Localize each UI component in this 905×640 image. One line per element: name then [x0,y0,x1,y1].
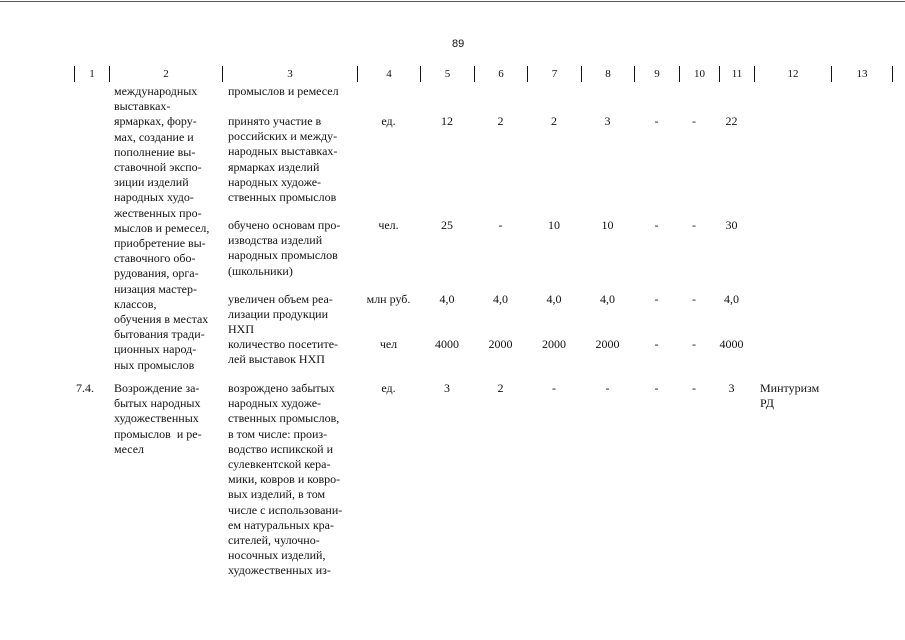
value-col5: 4,0 [439,292,455,306]
value-col7: 4,0 [546,292,562,306]
unit-cell: чел [379,337,398,351]
value-col10: - [692,337,696,351]
value-col8: 2000 [595,337,620,351]
value-col5: 25 [441,218,453,232]
value-col9: - [654,114,659,128]
value-col9: - [654,292,659,306]
responsible-executor: Минтуризм РД [760,381,820,411]
header-col-10: 10 [679,66,719,82]
unit-cell: ед. [381,114,396,128]
top-border-line [0,1,905,2]
value-col10: - [692,292,696,306]
indicator-text: количество посетите- лей выставок НХП [228,337,339,367]
value-col6: 4,0 [493,292,508,306]
header-col-12: 12 [754,66,831,82]
value-col6: - [498,218,503,232]
item-title: Возрождение за- бытых народных художественных промыслов и ре- месел [114,381,202,456]
value-col7: - [552,381,556,395]
value-col8: - [605,381,610,395]
value-col8: 3 [604,114,611,128]
indicator-text: возрождено забытых народных художе- ственных промыслов, в том числе: произ- водство испикской и сулевкентской кера- мики, ковров и ковро- вых изделий, в том числе с использовани- ем натуральных кра- сителей, чулочно- носочных изделий, художественных из- [228,381,343,578]
header-col-5: 5 [420,66,474,82]
value-col5: 3 [444,381,450,395]
value-col7: 2000 [542,337,566,351]
value-col5: 4000 [435,337,459,351]
unit-cell: ед. [381,381,396,395]
value-col7: 10 [548,218,560,232]
value-col5: 12 [441,114,453,128]
value-col7: 2 [551,114,557,128]
value-col10: - [692,218,696,232]
value-col10: - [692,381,696,395]
header-col-11: 11 [719,66,754,82]
header-col-8: 8 [581,66,634,82]
value-col8: 4,0 [600,292,615,306]
indicator-text: обучено основам про- изводства изделий народных промыслов (школьники) [228,218,341,278]
value-col8: 10 [601,218,614,232]
value-col11: 3 [728,381,735,395]
unit-cell: млн руб. [366,292,411,306]
item-number: 7.4. [76,381,94,395]
header-col-2: 2 [109,66,222,82]
value-col11: 30 [725,218,738,232]
value-col9: - [654,337,659,351]
cont-col3-top: промыслов и ремесел [228,84,339,98]
indicator-text: принято участие в российских и между- народных выставках- ярмарках изделий народных художе- ственных промыслов [228,114,338,205]
value-col11: 22 [725,114,738,128]
value-col6: 2 [497,381,504,395]
header-col-1: 1 [74,66,109,82]
indicator-text: увеличен объем реа- лизации продукции НХП [228,292,333,337]
value-col11: 4,0 [724,292,739,306]
header-col-6: 6 [474,66,527,82]
value-col6: 2 [497,114,504,128]
header-col-4: 4 [357,66,420,82]
header-col-7: 7 [527,66,581,82]
value-col9: - [654,381,659,395]
value-col11: 4000 [719,337,744,351]
cont-col2-description: международных выставках- ярмарках, фору- мах, создание и пополнение вы- ставочной экспо- зиции изделий народных худо- жественных про- мыслов и ремесел, приобретение вы- ставочного обо- рудования, орга- низация мастер- классов, обучения в местах бытования тради- ционных народ- ных промыслов [114,84,210,372]
header-col-13: 13 [831,66,893,82]
page-number: 89 [452,38,465,50]
header-col-9: 9 [634,66,679,82]
unit-cell: чел. [378,218,399,232]
value-col6: 2000 [488,337,513,351]
value-col9: - [654,218,659,232]
header-col-3: 3 [222,66,357,82]
value-col10: - [692,114,696,128]
